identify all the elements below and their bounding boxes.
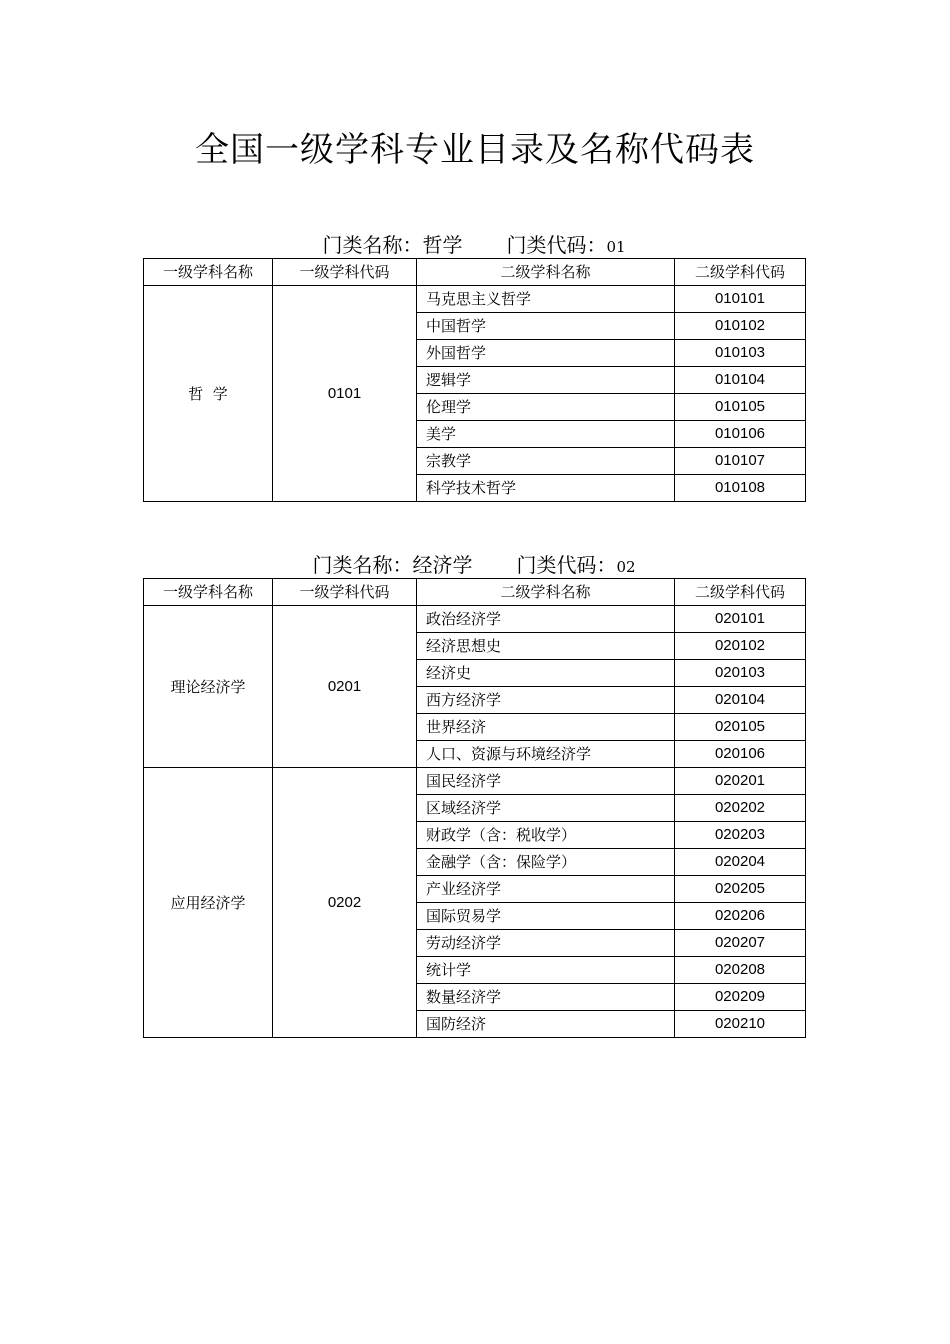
- table-row: [144, 606, 806, 633]
- l2-subject-name: 经济史: [417, 660, 675, 687]
- category-code-value: 01: [606, 238, 626, 256]
- table-header-row: [144, 579, 806, 606]
- l2-subject-name: 宗教学: [417, 448, 675, 475]
- l2-subject-code: 010102: [675, 313, 806, 340]
- l2-subject-code: 020101: [675, 606, 806, 633]
- l2-subject-code: 010105: [675, 394, 806, 421]
- l2-subject-name: 科学技术哲学: [417, 475, 675, 502]
- category-code-label: 门类代码：: [506, 233, 607, 257]
- l2-subject-code: 020105: [675, 714, 806, 741]
- l2-subject-code: 020104: [675, 687, 806, 714]
- philosophy-table: [143, 258, 806, 502]
- l1-subject-code: 0101: [273, 286, 417, 502]
- l2-subject-code: 010103: [675, 340, 806, 367]
- l2-subject-code: 020209: [675, 984, 806, 1011]
- l2-subject-code: 010101: [675, 286, 806, 313]
- l2-subject-code: 020208: [675, 957, 806, 984]
- l1-subject-name: 应用经济学: [144, 768, 273, 1038]
- l2-subject-name: 政治经济学: [417, 606, 675, 633]
- header-l2-name: 二级学科名称: [417, 259, 675, 286]
- l2-subject-name: 经济思想史: [417, 633, 675, 660]
- l1-subject-code: 0202: [273, 768, 417, 1038]
- l2-subject-code: 020205: [675, 876, 806, 903]
- header-l1-code: 一级学科代码: [273, 579, 417, 606]
- l2-subject-code: 020102: [675, 633, 806, 660]
- l2-subject-name: 统计学: [417, 957, 675, 984]
- economics-table: [143, 578, 806, 1038]
- category-name-value: 哲学: [422, 233, 463, 257]
- table-row: [144, 286, 806, 313]
- l2-subject-code: 020103: [675, 660, 806, 687]
- l2-subject-name: 财政学（含：税收学）: [417, 822, 675, 849]
- table-header-row: [144, 259, 806, 286]
- header-l2-code: 二级学科代码: [675, 259, 806, 286]
- category-code-value: 02: [616, 558, 636, 576]
- l2-subject-code: 020207: [675, 930, 806, 957]
- l2-subject-name: 西方经济学: [417, 687, 675, 714]
- l2-subject-name: 美学: [417, 421, 675, 448]
- l2-subject-code: 010106: [675, 421, 806, 448]
- l2-subject-code: 020206: [675, 903, 806, 930]
- l2-subject-code: 020201: [675, 768, 806, 795]
- l2-subject-name: 伦理学: [417, 394, 675, 421]
- l2-subject-code: 020204: [675, 849, 806, 876]
- l1-subject-code: 0201: [273, 606, 417, 768]
- section-heading-philosophy: [143, 231, 805, 261]
- l2-subject-name: 金融学（含：保险学）: [417, 849, 675, 876]
- header-l2-code: 二级学科代码: [675, 579, 806, 606]
- l2-subject-name: 产业经济学: [417, 876, 675, 903]
- l2-subject-name: 国民经济学: [417, 768, 675, 795]
- header-l1-code: 一级学科代码: [273, 259, 417, 286]
- category-name-value: 经济学: [412, 553, 473, 577]
- l1-subject-name: 理论经济学: [144, 606, 273, 768]
- l2-subject-name: 国防经济: [417, 1011, 675, 1038]
- l2-subject-name: 外国哲学: [417, 340, 675, 367]
- l2-subject-name: 逻辑学: [417, 367, 675, 394]
- l2-subject-code: 010104: [675, 367, 806, 394]
- l2-subject-name: 区域经济学: [417, 795, 675, 822]
- header-l1-name: 一级学科名称: [144, 579, 273, 606]
- l2-subject-name: 国际贸易学: [417, 903, 675, 930]
- l2-subject-name: 世界经济: [417, 714, 675, 741]
- l2-subject-code: 020202: [675, 795, 806, 822]
- l2-subject-code: 010108: [675, 475, 806, 502]
- category-name-label: 门类名称：: [312, 553, 413, 577]
- header-l2-name: 二级学科名称: [417, 579, 675, 606]
- header-l1-name: 一级学科名称: [144, 259, 273, 286]
- l2-subject-name: 劳动经济学: [417, 930, 675, 957]
- l2-subject-code: 010107: [675, 448, 806, 475]
- document-title: 全国一级学科专业目录及名称代码表: [195, 130, 755, 170]
- l1-subject-name: 哲 学: [144, 286, 273, 502]
- category-name-label: 门类名称：: [322, 233, 423, 257]
- l2-subject-name: 人口、资源与环境经济学: [417, 741, 675, 768]
- l2-subject-name: 中国哲学: [417, 313, 675, 340]
- l2-subject-name: 数量经济学: [417, 984, 675, 1011]
- section-heading-economics: [143, 551, 805, 581]
- l2-subject-code: 020210: [675, 1011, 806, 1038]
- table-row: [144, 768, 806, 795]
- category-code-label: 门类代码：: [516, 553, 617, 577]
- l2-subject-code: 020106: [675, 741, 806, 768]
- l2-subject-name: 马克思主义哲学: [417, 286, 675, 313]
- l2-subject-code: 020203: [675, 822, 806, 849]
